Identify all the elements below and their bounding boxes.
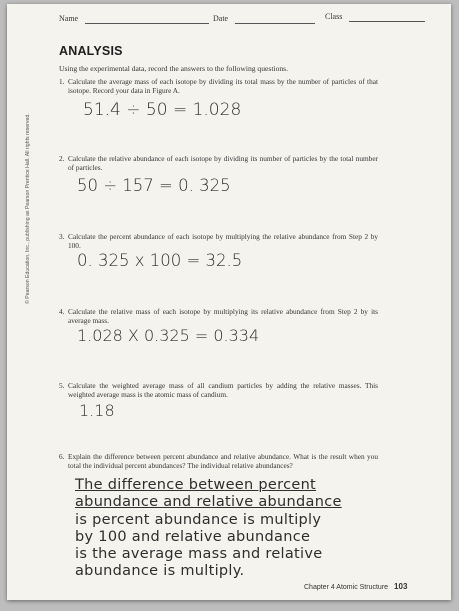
question-2 xyxy=(59,154,378,172)
question-5 xyxy=(59,381,378,399)
answer-6-line-3: is percent abundance is multiply xyxy=(75,512,322,528)
question-4 xyxy=(59,307,378,325)
answer-4: 1.028 X 0.325 = 0.334 xyxy=(77,326,260,345)
chapter-label: Chapter 4 Atomic Structure xyxy=(304,584,389,591)
question-text: Calculate the average mass of each isotope by dividing its total mass by the number of particles of that isotope. Record your data in Figure A. xyxy=(68,77,378,96)
answer-3: 0. 325 x 100 = 32.5 xyxy=(77,251,243,270)
answer-1: 51.4 ÷ 50 = 1.028 xyxy=(83,100,242,120)
question-text: Calculate the relative mass of each isotope by multiplying its relative abundance from Step 2 by its average mass. xyxy=(68,307,378,326)
question-number: 5. xyxy=(59,381,65,390)
question-number: 3. xyxy=(59,232,65,241)
answer-2: 50 ÷ 157 = 0. 325 xyxy=(77,176,231,195)
name-line xyxy=(85,23,209,24)
instructions: Using the experimental data, record the answers to the following questions. xyxy=(59,64,289,73)
question-number: 4. xyxy=(59,307,65,316)
class-line xyxy=(349,21,425,22)
name-label: Name xyxy=(59,14,79,23)
date-label: Date xyxy=(213,14,229,23)
question-number: 6. xyxy=(59,452,65,461)
page-footer xyxy=(304,582,407,591)
question-text: Explain the difference between percent abundance and relative abundance. What is the result when you total the individual percent abundances? The individual relative abundances? xyxy=(68,452,378,471)
class-label: Class xyxy=(325,12,343,21)
answer-6-line-6: abundance is multiply. xyxy=(75,563,245,579)
question-text: Calculate the relative abundance of each isotope by dividing its number of particles by the total number of particles. xyxy=(68,154,378,173)
answer-6-line-5: is the average mass and relative xyxy=(75,546,323,562)
worksheet-page xyxy=(7,4,451,600)
copyright-notice: © Pearson Education, Inc., publishing as Pearson Prentice Hall. All rights reserved. xyxy=(25,113,31,304)
answer-5: 1.18 xyxy=(79,401,115,420)
question-3 xyxy=(59,232,378,250)
question-number: 1. xyxy=(59,77,65,86)
section-title: ANALYSIS xyxy=(59,44,123,58)
answer-6-line-2: abundance and relative abundance xyxy=(75,494,342,510)
answer-6-line-1: The difference between percent xyxy=(75,477,317,493)
page-number: 103 xyxy=(394,582,408,591)
question-6 xyxy=(59,452,378,470)
question-number: 2. xyxy=(59,154,65,163)
question-1 xyxy=(59,77,378,95)
question-text: Calculate the weighted average mass of all candium particles by adding the relative masses. This weighted average mass is the atomic mass of candium. xyxy=(68,381,378,400)
answer-6-line-4: by 100 and relative abundance xyxy=(75,529,311,545)
question-text: Calculate the percent abundance of each isotope by multiplying the relative abundance from Step 2 by 100. xyxy=(68,232,378,251)
date-line xyxy=(235,23,315,24)
